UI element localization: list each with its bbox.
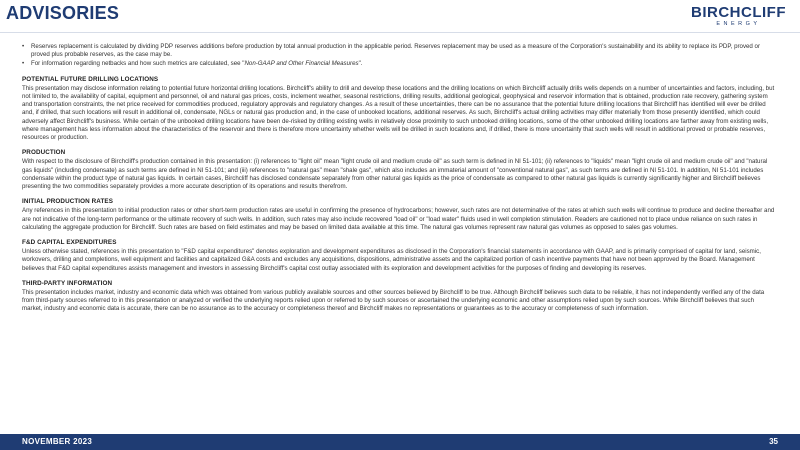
section-body: Any references in this presentation to initial production rates or other short-term production rates are useful in confirming the presence of hydrocarbons; however, such rates are not determinative of the rates at which such wells will continue to produce and decline thereafter and are not indicative of the long-term performance or the ultimate recovery of such wells. In addition, such rates may also include recovered "load oil" or "load water" fluids used in well completion stimulation. Readers are cautioned not to place undue reliance on such rates in calculating the aggregate production for Birchcliff. Such rates are based on field estimates and may be based on limited data available at this time. The natural gas volumes represent raw natural gas volumes as opposed to sales gas volumes. (22, 207, 775, 231)
section-heading: F&D CAPITAL EXPENDITURES (22, 239, 117, 247)
section-production (22, 149, 776, 191)
footer-date: NOVEMBER 2023 (22, 437, 93, 446)
section-body: Unless otherwise stated, references in this presentation to "F&D capital expenditures" denotes exploration and development expenditures as disclosed in the Corporation's financial statements in accordance with GAAP, and is primarily comprised of capital for land, seismic, workovers, drilling and completions, well equipment and facilities and capitalized G&A costs and excludes any acquisitions, dispositions, administrative assets and the capitalized portion of cash incentive payments that have not been approved by the Board. Management believes that F&D capital expenditures assists management and investors in assessing Birchcliff's capital cost outlay associated with its exploration and development activities for the purposes of finding and developing its reserves. (22, 248, 761, 272)
logo-subtext: ENERGY (716, 21, 761, 27)
section-body: This presentation may disclose information relating to potential future horizontal drilling locations. Birchcliff's ability to drill and develop these locations and the drilling locations on which Birchcliff actually drills wells depends on a number of uncertainties and factors, including, but not limited to, the availability of capital, equipment and personnel, oil and natural gas prices, costs, inclement weather, seasonal restrictions, drilling results, additional geological, geophysical and reservoir information that is obtained, production rate recovery, gathering system and transportation constraints, the net price received for commodities produced, regulatory approvals and regulatory changes. As a result of these uncertainties, there can be no assurance that the potential future drilling locations that Birchcliff has identified will ever be drilled and, if drilled, that such locations will result in additional oil, condensate, NGLs or natural gas production and, in the case of unbooked locations, additional reserves. As such, Birchcliff's actual drilling activities may differ materially from those presently identified, which could adversely affect Birchcliff's business. While certain of the unbooked drilling locations have been de-risked by drilling existing wells in relatively close proximity to such unbooked drilling locations, some of the other unbooked drilling locations are farther away from existing wells, where management has less information about the characteristics of the reservoir and there is therefore more uncertainty whether wells will be drilled in such locations and, if drilled, there is more uncertainty that such wells will result in additional proved or probable reserves, resources or production. (22, 84, 775, 142)
page-title: ADVISORIES (6, 3, 120, 23)
bullet-text-suffix: ". (358, 60, 363, 68)
section-third-party-information (22, 280, 776, 314)
header-divider (0, 32, 800, 33)
section-drilling-locations (22, 76, 776, 143)
logo-wordmark: BIRCHCLIFF (691, 4, 786, 21)
page-number: 35 (769, 437, 778, 446)
bullet-text-prefix: For information regarding netbacks and how such metrics are calculated, see " (31, 60, 245, 68)
advisories-content (22, 43, 776, 321)
footer-bar (0, 434, 800, 450)
bullet-text-emphasis: Non-GAAP and Other Financial Measures (244, 60, 359, 68)
section-fd-capital-expenditures (22, 239, 776, 273)
section-heading: INITIAL PRODUCTION RATES (22, 198, 114, 206)
bullet-item (22, 60, 776, 68)
section-heading: THIRD-PARTY INFORMATION (22, 279, 113, 287)
company-logo (691, 5, 786, 27)
section-body: With respect to the disclosure of Birchcliff's production contained in this presentation: (i) references to "light oil" mean "light crude oil and medium crude oil" as such term is defined in NI 51-101; (ii) references to "liquids" mean "light crude oil and medium crude oil" and "natural gas liquids" (including condensate) as such terms are defined in NI 51-101; and (iii) references to "natural gas" mean "shale gas", which also includes an immaterial amount of "conventional natural gas", as such terms are defined in NI 51-101. In addition, NI 51-101 includes condensate within the product type of natural gas liquids. In certain cases, Birchcliff has disclosed condensate separately from other natural gas liquids as the price of condensate as compared to other natural gas liquids is currently significantly higher and Birchcliff believes presenting the two commodities separately provides a more accurate description of its operations and results therefrom. (22, 158, 768, 191)
section-heading: POTENTIAL FUTURE DRILLING LOCATIONS (22, 75, 159, 83)
bullet-item (22, 43, 776, 59)
bullet-text: Reserves replacement is calculated by dividing PDP reserves additions before production by total annual production in the applicable period. Reserves replacement may be used as a measure of the Corporation's sustainability and its ability to replace its PDP, proved or proved plus probable reserves, as the case may be. (31, 43, 761, 59)
section-body: This presentation includes market, industry and economic data which was obtained from various publicly available sources and other sources believed by Birchcliff to be true. Although Birchcliff believes such data to be reliable, it has not independently verified any of the data from third-party sources referred to in this presentation or analyzed or verified the underlying reports relied upon or referred to by such sources or ascertained the underlying economic and other assumptions relied upon by such sources. While Birchcliff believes that such market, industry and economic data is accurate, there can be no assurance as to the accuracy or completeness thereof and Birchcliff makes no representations or guarantees as to the accuracy or completeness of such information. (22, 289, 765, 313)
section-heading: PRODUCTION (22, 149, 66, 157)
section-initial-production-rates (22, 198, 776, 232)
bullet-dot-icon: • (22, 43, 25, 50)
bullet-dot-icon: • (22, 60, 25, 68)
bullet-list (22, 43, 776, 69)
